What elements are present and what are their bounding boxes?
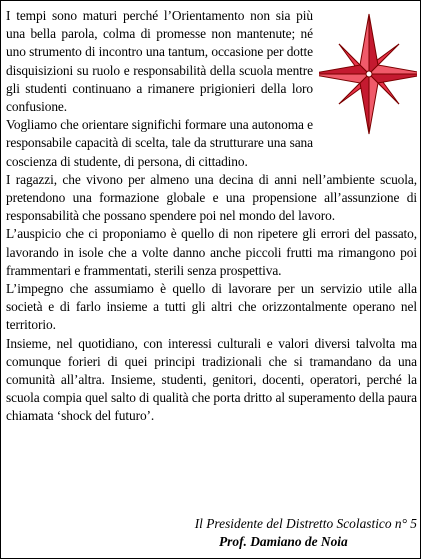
article-body	[6, 7, 417, 426]
paragraph: Insieme, nel quotidiano, con interessi culturali e valori diversi talvolta ma comunque forieri di quei principi tradizionali che si tramandano da una comunità all’altra. Insieme, studenti, genitori, docenti, operatori, perché la scuola compia quel salto di qualità che porta dritto al superamento della paura chiamata ‘shock del futuro’.	[6, 335, 417, 424]
paragraph: I tempi sono maturi perché l’Orientamento non sia più una bella parola, colma di promesse non mantenute; né uno strumento di incontro una tantum, occasione per dotte disquisizioni su ruolo e responsabilità della scuola mentre gli studenti continuano a rimanere prigionieri della loro confusione.	[6, 8, 313, 115]
signature-name: Prof. Damiano de Noia	[219, 534, 348, 549]
signature-role: Il Presidente del Distretto Scolastico n° 5	[194, 516, 417, 531]
paragraph: I ragazzi, che vivono per almeno una decina di anni nell’ambiente scuola, pretendono una formazione globale e una propensione all’assunzione di responsabilità che possano spendere poi nel mondo del lavoro.	[6, 171, 417, 224]
paragraph: L’impegno che assumiamo è quello di lavorare per un servizio utile alla società e di farlo insieme a tutti gli altri che orizzontalmente operano nel territorio.	[6, 281, 417, 333]
paragraph: L’auspicio che ci proponiamo è quello di non ripetere gli errori del passato, lavorando in isole che a volte danno anche piccoli frutti ma rimangono poi frammentari e frammentati, sterili senza prospettiva.	[6, 226, 417, 278]
compass-rose-icon	[319, 7, 417, 135]
paragraph: Vogliamo che orientare significhi formare una autonoma e responsabile capacità di scelta, tale da strutturare una sana coscienza di studente, di persona, di cittadino.	[6, 117, 313, 169]
